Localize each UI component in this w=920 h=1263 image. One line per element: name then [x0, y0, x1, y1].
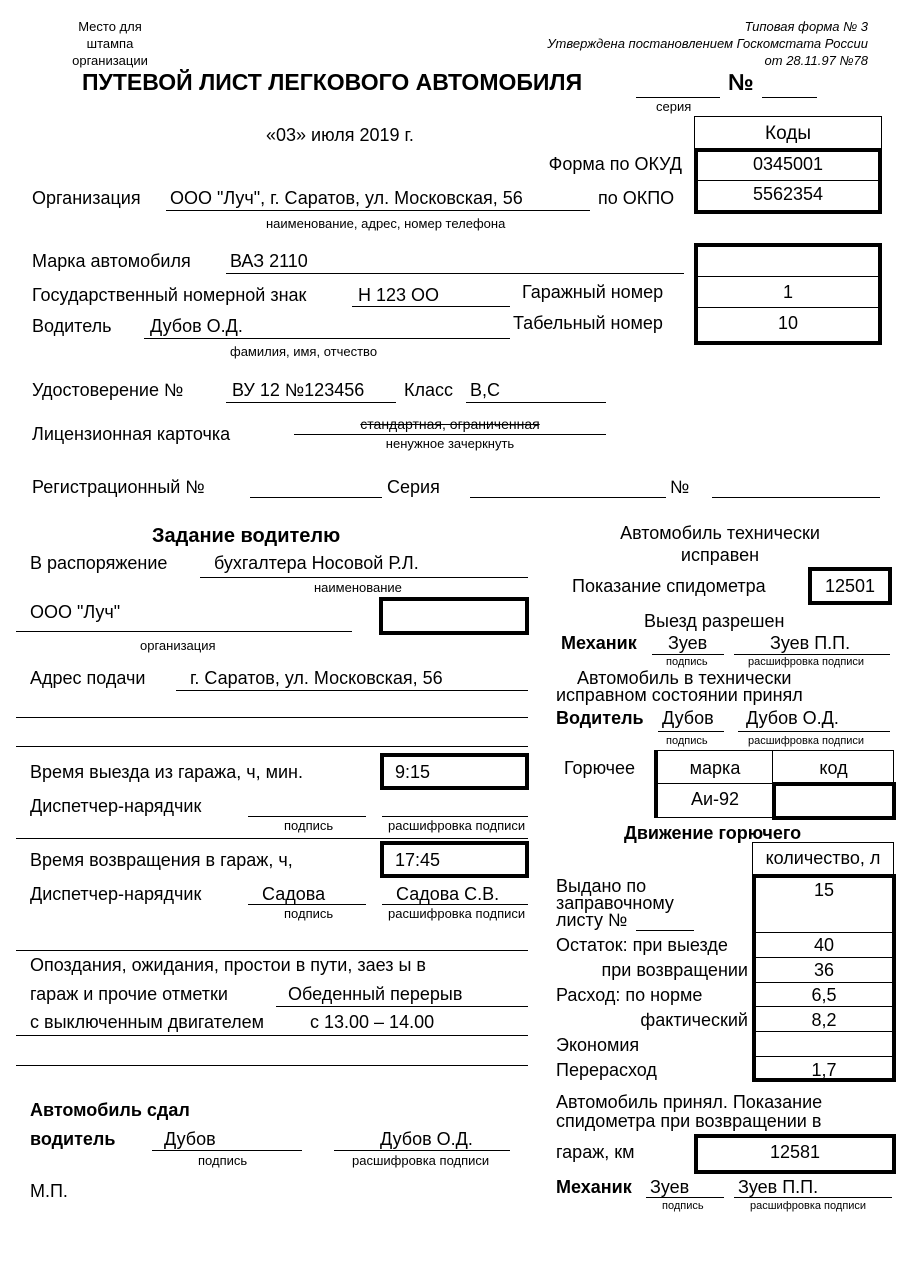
sign-sub: подпись [284, 818, 334, 833]
rest-out-value: 40 [813, 935, 835, 955]
plate-value: Н 123 ОО [358, 285, 440, 305]
odometer-label: Показание спидометра [572, 576, 766, 596]
final-mechanic-label: Механик [556, 1177, 632, 1197]
delays-line [276, 1006, 528, 1007]
delays-value: Обеденный перерыв [288, 984, 463, 1004]
decode-sub-4: расшифровка подписи [748, 656, 865, 668]
delays-value-2: с 13.00 – 14.00 [310, 1012, 435, 1032]
approval-date: от 28.11.97 №78 [764, 53, 868, 68]
stamp-line: Место для [78, 19, 142, 34]
name-sub: наименование [314, 580, 402, 595]
series-label: Серия [387, 477, 440, 497]
brand-value: ВАЗ 2110 [230, 251, 308, 271]
reg-line [250, 497, 382, 498]
rest-out-label: Остаток: при выезде [556, 935, 728, 955]
vehicle-codes-divider [698, 276, 878, 277]
dispatcher-decode: Садова С.В. [396, 884, 500, 904]
codes-header: Коды [765, 123, 811, 144]
brand-label: Марка автомобиля [32, 251, 191, 271]
org-label: Организация [32, 188, 141, 208]
disposal-label: В распоряжение [30, 553, 168, 573]
norm-label: Расход: по норме [556, 985, 703, 1005]
final-mechanic-sign: Зуев [650, 1177, 690, 1197]
dispatcher-decode-line-2 [382, 904, 528, 905]
fuel-row-line [756, 957, 892, 958]
odometer-value: 12501 [824, 576, 876, 596]
driver-line [144, 338, 510, 339]
handover-title: Автомобиль сдал [30, 1100, 190, 1120]
depart-label: Время выезда из гаража, ч, мин. [30, 762, 303, 782]
brand-line [226, 273, 684, 274]
series-line-2 [470, 497, 666, 498]
fuel-row-line [756, 1056, 892, 1057]
fio-sub: фамилия, имя, отчество [230, 344, 378, 359]
issued-line: заправочному [556, 893, 674, 913]
final-accept-line: спидометра при возвращении в [556, 1111, 822, 1131]
decode-sub-2: расшифровка подписи [388, 906, 526, 921]
card-line [294, 434, 606, 435]
dispatcher-sign-line [248, 816, 366, 817]
mechanic-decode-line [734, 654, 890, 655]
task-org-code-box [379, 597, 529, 635]
fuel-row-line [756, 1006, 892, 1007]
accept-line-2: исправном состоянии принял [556, 685, 803, 705]
fuel-brand-header: марка [689, 758, 741, 778]
mechanic-decode: Зуев П.П. [770, 633, 851, 653]
form-info [470, 18, 868, 69]
depart-value: 9:15 [395, 762, 431, 782]
issued-value: 15 [813, 880, 835, 900]
tech-driver-label: Водитель [556, 708, 644, 728]
handover-driver: водитель [30, 1129, 116, 1149]
dispatcher-sign-line-2 [248, 904, 366, 905]
decode-sub-3: расшифровка подписи [352, 1153, 490, 1168]
exit-allowed: Выезд разрешен [644, 611, 785, 631]
delays-line-1: Опоздания, ожидания, простои в пути, заез ы в [30, 955, 426, 975]
decode-sub-5: расшифровка подписи [748, 735, 865, 747]
plate-line [352, 306, 510, 307]
okpo-label: по ОКПО [598, 188, 675, 208]
number-sign: № [728, 69, 754, 95]
dispatcher-label-2: Диспетчер-нарядчик [30, 884, 202, 904]
fuel-row-line [756, 1031, 892, 1032]
tech-ok-1: Автомобиль технически [620, 523, 820, 543]
rest-return-label: при возвращении [601, 960, 748, 980]
approval-text: Утверждена постановлением Госкомстата России [547, 36, 868, 51]
mechanic-sign-line [652, 654, 724, 655]
series-line [636, 97, 720, 98]
page-title: ПУТЕВОЙ ЛИСТ ЛЕГКОВОГО АВТОМОБИЛЯ [82, 69, 583, 95]
dispatcher-label: Диспетчер-нарядчик [30, 796, 202, 816]
return-label: Время возвращения в гараж, ч, [30, 850, 293, 870]
issued-line: листу № [556, 910, 628, 930]
date: «03» июля 2019 г. [266, 125, 414, 145]
decode-sub-6: расшифровка подписи [750, 1200, 867, 1212]
driver-value: Дубов О.Д. [150, 316, 243, 336]
section-divider [16, 838, 528, 839]
codes-divider [698, 180, 878, 181]
return-value: 17:45 [395, 850, 441, 870]
okud-value: 0345001 [752, 154, 824, 174]
org-line [166, 210, 590, 211]
tab-label: Табельный номер [513, 313, 663, 333]
mechanic-label: Механик [561, 633, 637, 653]
tech-driver-decode-line [738, 731, 890, 732]
actual-label: фактический [640, 1010, 748, 1030]
issued-no-line [636, 930, 694, 931]
tech-driver-sign-line [658, 731, 724, 732]
okud-label: Форма по ОКУД [548, 154, 682, 174]
fuel-row-line [756, 982, 892, 983]
norm-value: 6,5 [811, 985, 837, 1005]
reg-no-line [712, 497, 880, 498]
accept-line-1: Автомобиль в технически [577, 668, 792, 688]
disposal-value: бухгалтера Носовой Р.Л. [214, 553, 419, 573]
driver-label: Водитель [32, 316, 112, 336]
plate-label: Государственный номерной знак [32, 285, 307, 305]
garage-value: 1 [782, 282, 793, 302]
card-label: Лицензионная карточка [32, 424, 231, 444]
disposal-line [200, 577, 528, 578]
economy-label: Экономия [556, 1035, 640, 1055]
garage-label: Гаражный номер [522, 282, 664, 302]
sign-sub-6: подпись [662, 1200, 704, 1212]
rest-return-value: 36 [813, 960, 835, 980]
dispatcher-sign: Садова [262, 884, 326, 904]
delays-line-4 [16, 1035, 528, 1036]
class-label: Класс [404, 380, 453, 400]
task-org-value: ООО "Луч" [30, 602, 121, 622]
delays-line-2: гараж и прочие отметки [30, 984, 228, 1004]
qty-header: количество, л [765, 848, 881, 868]
cert-label: Удостоверение № [32, 380, 184, 400]
cert-value: ВУ 12 №123456 [232, 380, 365, 400]
card-value: стандартная, ограниченная [360, 416, 540, 432]
fuel-brand: Аи-92 [690, 789, 740, 809]
section-divider-2 [16, 950, 528, 951]
actual-value: 8,2 [811, 1010, 837, 1030]
okpo-value: 5562354 [752, 184, 824, 204]
delays-line-5 [16, 1065, 528, 1066]
form-number: Типовая форма № 3 [744, 19, 868, 34]
sign-sub-2: подпись [284, 906, 334, 921]
sign-sub-3: подпись [198, 1153, 248, 1168]
handover-sign-line [152, 1150, 302, 1151]
class-line [466, 402, 606, 403]
handover-sign: Дубов [164, 1129, 216, 1149]
task-org-line [16, 631, 352, 632]
cert-line [226, 402, 396, 403]
decode-sub: расшифровка подписи [388, 818, 526, 833]
overrun-label: Перерасход [556, 1060, 657, 1080]
fuel-movement-title: Движение горючего [624, 823, 802, 843]
reg-no-label: № [670, 477, 690, 497]
final-accept-line-3: гараж, км [556, 1142, 635, 1162]
dispatcher-decode-line [382, 816, 528, 817]
final-accept-line: Автомобиль принял. Показание [556, 1092, 823, 1112]
final-accept [556, 1093, 822, 1131]
stamp-line: организации [72, 53, 148, 68]
class-value: В,С [470, 380, 501, 400]
fuel-code-header: код [819, 758, 848, 778]
overrun-value: 1,7 [811, 1060, 837, 1080]
sign-sub-5: подпись [666, 735, 708, 747]
final-mechanic-decode: Зуев П.П. [738, 1177, 819, 1197]
reg-label: Регистрационный № [32, 477, 205, 497]
task-title: Задание водителю [152, 525, 341, 547]
fuel-label: Горючее [564, 758, 636, 778]
stamp-line: штампа [86, 36, 134, 51]
handover-decode-line [334, 1150, 510, 1151]
stamp-mp: М.П. [30, 1181, 68, 1201]
org-sub-2: организация [140, 638, 216, 653]
vehicle-codes-divider [698, 307, 878, 308]
fuel-code-box [772, 782, 896, 820]
address-line-2 [16, 717, 528, 718]
fuel-row-line [756, 932, 892, 933]
sign-sub-4: подпись [666, 656, 708, 668]
tech-ok-2: исправен [680, 545, 760, 565]
address-line [176, 690, 528, 691]
series-sub: серия [656, 99, 692, 114]
tech-driver-decode: Дубов О.Д. [746, 708, 839, 728]
handover-decode: Дубов О.Д. [380, 1129, 473, 1149]
org-value: ООО "Луч", г. Саратов, ул. Московская, 56 [170, 188, 523, 208]
org-sub: наименование, адрес, номер телефона [266, 216, 506, 231]
mechanic-sign: Зуев [668, 633, 708, 653]
final-decode-line [734, 1197, 892, 1198]
address-label: Адрес подачи [30, 668, 146, 688]
address-value: г. Саратов, ул. Московская, 56 [190, 668, 443, 688]
delays-line-3: с выключенным двигателем [30, 1012, 265, 1032]
issued-line: Выдано по [556, 876, 647, 896]
issued-label [556, 878, 674, 929]
card-sub: ненужное зачеркнуть [385, 436, 515, 451]
tab-value: 10 [777, 313, 799, 333]
final-odometer-value: 12581 [769, 1142, 821, 1162]
fuel-table-divider [654, 783, 774, 784]
final-sign-line [646, 1197, 724, 1198]
tech-driver-sign: Дубов [662, 708, 714, 728]
stamp-place [60, 18, 160, 69]
number-line [762, 97, 817, 98]
address-line-3 [16, 746, 528, 747]
